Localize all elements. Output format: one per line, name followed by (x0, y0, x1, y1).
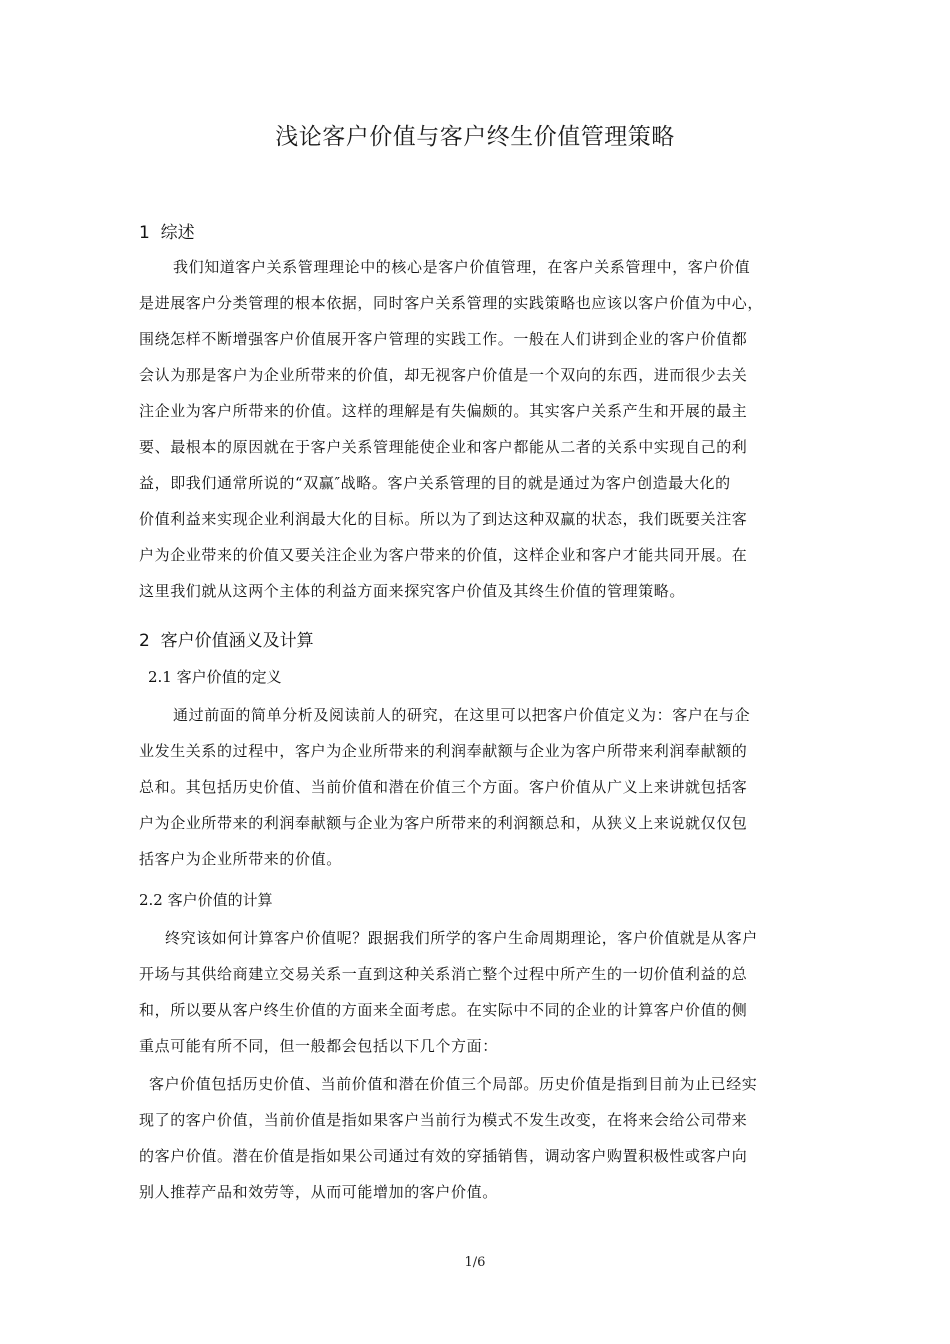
section-2-1-heading: 2.1 客户价值的定义 (148, 668, 282, 686)
paragraph-line: 这里我们就从这两个主体的利益方面来探究客户价值及其终生价值的管理策略。 (139, 582, 686, 600)
paragraph-line: 围绕怎样不断增强客户价值展开客户管理的实践工作。一般在人们讲到企业的客户价值都 (139, 330, 748, 348)
paragraph-line: 客户价值包括历史价值、当前价值和潜在价值三个局部。历史价值是指到目前为止已经实 (149, 1075, 758, 1093)
section-2-2-heading: 2.2 客户价值的计算 (139, 891, 273, 909)
page-number: 1/6 (464, 1255, 486, 1270)
section-1-heading: 1 综述 (139, 223, 195, 243)
paragraph-line: 总和。其包括历史价值、当前价值和潜在价值三个方面。客户价值从广义上来讲就包括客 (139, 778, 748, 796)
paragraph-line: 重点可能有所不同，但一般都会包括以下几个方面： (139, 1037, 498, 1055)
paragraph-line: 现了的客户价值，当前价值是指如果客户当前行为模式不发生改变，在将来会给公司带来 (139, 1111, 748, 1129)
paragraph-line: 的客户价值。潜在价值是指如果公司通过有效的穿插销售，调动客户购置积极性或客户向 (139, 1147, 748, 1165)
section-2-heading: 2 客户价值涵义及计算 (139, 631, 314, 651)
paragraph-line: 要、最根本的原因就在于客户关系管理能使企业和客户都能从二者的关系中实现自己的利 (139, 438, 748, 456)
paragraph-line: 会认为那是客户为企业所带来的价值，却无视客户价值是一个双向的东西，进而很少去关 (139, 366, 748, 384)
paragraph-line: 价值利益来实现企业利润最大化的目标。所以为了到达这种双赢的状态，我们既要关注客 (139, 510, 748, 528)
paragraph-line: 户为企业带来的价值又要关注企业为客户带来的价值，这样企业和客户才能共同开展。在 (139, 546, 748, 564)
paragraph-line: 业发生关系的过程中，客户为企业所带来的利润奉献额与企业为客户所带来利润奉献额的 (139, 742, 748, 760)
paragraph-line: 别人推荐产品和效劳等，从而可能增加的客户价值。 (139, 1183, 498, 1201)
paragraph-line: 户为企业所带来的利润奉献额与企业为客户所带来的利润额总和，从狭义上来说就仅仅包 (139, 814, 748, 832)
paragraph-line: 终究该如何计算客户价值呢？跟据我们所学的客户生命周期理论，客户价值就是从客户 (165, 929, 758, 947)
paragraph-line: 我们知道客户关系管理理论中的核心是客户价值管理，在客户关系管理中，客户价值 (173, 258, 751, 276)
document-title: 浅论客户价值与客户终生价值管理策略 (275, 124, 675, 150)
paragraph-line: 开场与其供给商建立交易关系一直到这种关系消亡整个过程中所产生的一切价值利益的总 (139, 965, 748, 983)
paragraph-line: 通过前面的简单分析及阅读前人的研究，在这里可以把客户价值定义为：客户在与企 (173, 706, 751, 724)
paragraph-line: 和，所以要从客户终生价值的方面来全面考虑。在实际中不同的企业的计算客户价值的侧 (139, 1001, 748, 1019)
paragraph-line: 注企业为客户所带来的价值。这样的理解是有失偏颇的。其实客户关系产生和开展的最主 (139, 402, 748, 420)
paragraph-line: 是进展客户分类管理的根本依据，同时客户关系管理的实践策略也应该以客户价值为中心， (139, 294, 764, 312)
paragraph-line: 益，即我们通常所说的“双赢″战略。客户关系管理的目的就是通过为客户创造最大化的 (139, 474, 731, 492)
paragraph-line: 括客户为企业所带来的价值。 (139, 850, 342, 868)
